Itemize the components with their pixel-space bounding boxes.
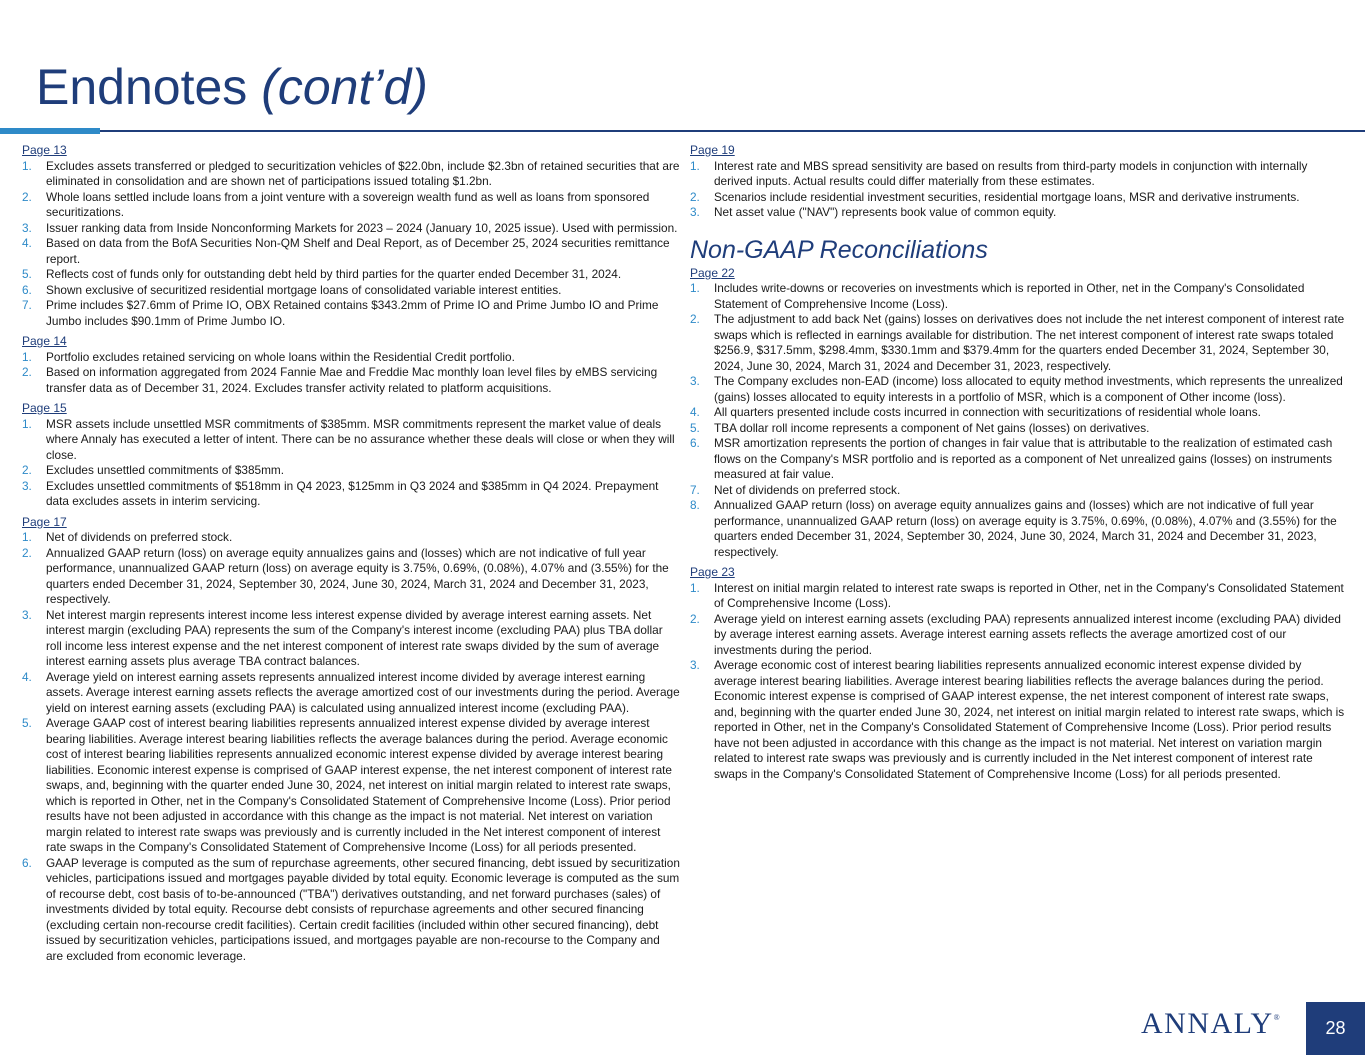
endnote-item — [690, 281, 1346, 312]
endnote-number: 5. — [690, 420, 700, 435]
endnote-section — [22, 401, 680, 510]
endnote-item — [22, 608, 680, 670]
endnote-number: 1. — [690, 580, 700, 595]
endnote-list — [22, 159, 680, 330]
endnote-section — [690, 143, 1346, 221]
endnote-item — [22, 417, 680, 464]
endnote-item — [22, 463, 680, 479]
endnote-number: 4. — [22, 669, 32, 684]
endnote-item — [690, 612, 1346, 659]
endnote-text: Shown exclusive of securitized residential mortgage loans of consolidated variable interest entities. — [46, 282, 562, 297]
page-reference-link[interactable]: Page 13 — [22, 143, 67, 157]
endnote-text: Issuer ranking data from Inside Nonconforming Markets for 2023 – 2024 (January 10, 2025 issue). Used with permission. — [46, 220, 678, 235]
endnote-section — [22, 143, 680, 329]
endnote-number: 6. — [690, 436, 700, 450]
page-reference-link[interactable]: Page 22 — [690, 265, 735, 280]
endnote-number: 2. — [22, 365, 32, 379]
endnote-item — [690, 205, 1346, 221]
endnote-item — [22, 350, 680, 366]
endnote-list — [690, 159, 1346, 221]
page-reference-link[interactable]: Page 19 — [690, 143, 735, 157]
endnote-text: Annualized GAAP return (loss) on average equity annualizes gains and (losses) which are not indicative of full year performance, unannualized GAAP return (loss) on average equity is 3.75%, 0.69%, (0.08%), 4.07% and (3.55%) for the quarters ended December 31, 2024, September 30, 2024, June 30, 2024, March 31, 2024 and December 31, 2023, respectively. — [714, 498, 1337, 559]
endnote-number: 3. — [22, 220, 32, 235]
endnote-text: Average GAAP cost of interest bearing liabilities represents annualized interest expense divided by average interest bearing liabilities. Average interest bearing liabilities reflects the average balances during the period. Average economic cost of interest bearing liabilities represents annualized economic interest expense divided by average interest bearing liabilities. Economic interest expense is comprised of GAAP interest expense, the net interest component of interest rate swaps, and, beginning with the quarter ended June 30, 2024, net interest on initial margin related to interest rate swaps, which is reported in Other, net in the Company's Consolidated Statement of Comprehensive Income (Loss). Prior period results have not been adjusted in accordance with this change as the impact is not material. Net interest on variation margin related to interest rate swaps was previously and is currently included in the Net interest component of interest rate swaps in the Company's Consolidated Statement of Comprehensive Income (Loss) for all periods presented. — [46, 716, 672, 854]
endnote-number: 4. — [22, 236, 32, 250]
endnote-text: GAAP leverage is computed as the sum of repurchase agreements, other secured financing, debt issued by securitization vehicles, participations issued and mortgages payable divided by total equity. Economic leverage is computed as the sum of recourse debt, cost basis of to-be-announced ("TBA") derivatives outstanding, and net forward purchases (sales) of investments divided by total equity. Recourse debt consists of repurchase agreements and other secured financing (excluding certain non-recourse credit facilities). Certain credit facilities (included within other secured financing), debt issued by securitization vehicles, participations issued, and mortgages payable are non-recourse to the Company and are excluded from economic leverage. — [46, 855, 680, 963]
endnote-number: 1. — [22, 416, 32, 431]
endnote-number: 2. — [690, 611, 700, 626]
annaly-logo — [1141, 1007, 1280, 1041]
endnote-text: Net interest margin represents interest income less interest expense divided by average interest earning assets. Net interest margin (excluding PAA) represents the sum of the Company's interest income (excluding PAA) plus TBA dollar roll income less interest expense and the net interest component of interest rate swaps divided by the sum of average interest earning assets plus average TBA contract balances. — [46, 607, 663, 668]
endnote-item — [22, 479, 680, 510]
endnote-text: Interest rate and MBS spread sensitivity are based on results from third-party models in conjunction with internally derived inputs. Actual results could differ materially from these estimates. — [714, 158, 1308, 188]
endnote-number: 1. — [690, 281, 700, 295]
right-column — [690, 143, 1346, 787]
endnote-item — [22, 298, 680, 329]
endnote-text: The adjustment to add back Net (gains) losses on derivatives does not include the net interest component of interest rate swaps which is reflected in earnings available for distribution. The net interest component of interest rate swaps totaled $256.9, $317.5mm, $298.4mm, $330.1mm and $379.4mm for the quarters ended December 31, 2024, September 30, 2024, June 30, 2024, March 31, 2024 and December 31, 2023, respectively. — [714, 312, 1345, 373]
endnote-item — [690, 374, 1346, 405]
endnote-item — [22, 283, 680, 299]
endnote-text: Excludes assets transferred or pledged to securitization vehicles of $22.0bn, include $2.3bn of retained securities that are eliminated in consolidation and are shown net of participations issued totaling $1.2bn. — [46, 158, 680, 188]
endnote-item — [690, 421, 1346, 437]
endnote-number: 4. — [690, 405, 700, 419]
endnote-item — [690, 312, 1346, 374]
endnote-number: 7. — [690, 482, 700, 497]
endnote-text: MSR assets include unsettled MSR commitments of $385mm. MSR commitments represent the market value of deals where Annaly has executed a letter of intent. There can be no assurance whether these deals will close or when they will close. — [46, 416, 675, 462]
endnote-number: 2. — [22, 545, 32, 560]
endnote-item — [22, 716, 680, 856]
endnote-number: 1. — [22, 349, 32, 364]
endnote-item — [22, 546, 680, 608]
endnote-number: 1. — [22, 530, 32, 544]
endnote-text: MSR amortization represents the portion of changes in fair value that is attributable to the realization of estimated cash flows on the Company's MSR portfolio and is reported as a component of Net unrealized gains (losses) on instruments measured at fair value. — [714, 436, 1333, 481]
endnote-item — [22, 221, 680, 237]
endnote-item — [22, 267, 680, 283]
endnote-number: 5. — [22, 716, 32, 730]
endnote-section — [690, 266, 1346, 561]
endnote-number: 6. — [22, 855, 32, 870]
endnote-list — [690, 581, 1346, 783]
endnote-text: Reflects cost of funds only for outstanding debt held by third parties for the quarter ended December 31, 2024. — [46, 267, 622, 281]
title-main: Endnotes — [36, 59, 248, 115]
endnote-text: Average economic cost of interest bearing liabilities represents annualized economic interest expense divided by average interest bearing liabilities. Average interest bearing liabilities reflects the average balances during the period. Economic interest expense is comprised of GAAP interest expense, the net interest component of interest rate swaps, and, beginning with the quarter ended June 30, 2024, net interest on initial margin related to interest rate swaps, which is reported in Other, net in the Company's Consolidated Statement of Comprehensive Income (Loss). Prior period results have not been adjusted in accordance with this change as the impact is not material. Net interest on variation margin related to interest rate swaps was previously and is currently included in the Net interest component of interest rate swaps in the Company's Consolidated Statement of Comprehensive Income (Loss) for all periods presented. — [714, 658, 1345, 781]
endnote-text: Average yield on interest earning assets (excluding PAA) represents annualized interest income (excluding PAA) divided by average interest earning assets. Average interest earning assets reflects the average amortized cost of our investments during the period. — [714, 611, 1341, 657]
page-reference-link[interactable]: Page 17 — [22, 514, 67, 529]
header-rule — [0, 130, 1365, 132]
left-column — [22, 143, 680, 969]
page-reference-link[interactable]: Page 23 — [690, 565, 735, 579]
endnote-text: Excludes unsettled commitments of $518mm in Q4 2023, $125mm in Q3 2024 and $385mm in Q4 2024. Prepayment data excludes assets in interim servicing. — [46, 478, 659, 508]
endnote-text: Includes write-downs or recoveries on investments which is reported in Other, net in the Company's Consolidated Statement of Comprehensive Income (Loss). — [714, 281, 1305, 311]
endnote-number: 6. — [22, 282, 32, 297]
endnote-text: TBA dollar roll income represents a component of Net gains (losses) on derivatives. — [714, 420, 1150, 435]
logo-registered-mark: ® — [1273, 1013, 1280, 1022]
endnote-item — [22, 670, 680, 717]
endnote-number: 1. — [22, 158, 32, 173]
endnote-text: Based on information aggregated from 2024 Fannie Mae and Freddie Mac monthly loan level files by eMBS servicing transfer data as of December 31, 2024. Excludes transfer activity related to platform acquisitions. — [46, 365, 658, 395]
endnote-text: Excludes unsettled commitments of $385mm. — [46, 463, 285, 477]
page-reference-link[interactable]: Page 15 — [22, 401, 67, 415]
endnote-item — [690, 436, 1346, 483]
endnote-number: 2. — [690, 189, 700, 204]
endnote-list — [22, 417, 680, 510]
endnote-item — [690, 483, 1346, 499]
endnote-text: Annualized GAAP return (loss) on average equity annualizes gains and (losses) which are not indicative of full year performance, unannualized GAAP return (loss) on average equity is 3.75%, 0.69%, (0.08%), 4.07% and (3.55%) for the quarters ended December 31, 2024, September 30, 2024, June 30, 2024, March 31, 2024 and December 31, 2023, respectively. — [46, 545, 669, 606]
endnote-text: Interest on initial margin related to interest rate swaps is reported in Other, net in the Company's Consolidated Statement of Comprehensive Income (Loss). — [714, 580, 1344, 610]
endnote-item — [690, 190, 1346, 206]
endnote-text: Scenarios include residential investment securities, residential mortgage loans, MSR and derivative instruments. — [714, 189, 1300, 204]
endnote-number: 7. — [22, 298, 32, 312]
endnote-item — [690, 658, 1346, 782]
endnote-item — [690, 581, 1346, 612]
endnote-number: 3. — [22, 607, 32, 622]
endnote-text: Portfolio excludes retained servicing on whole loans within the Residential Credit portfolio. — [46, 349, 515, 364]
header-rule-accent — [0, 128, 100, 134]
non-gaap-heading: Non-GAAP Reconciliations — [690, 235, 988, 264]
endnote-section — [22, 515, 680, 965]
endnote-text: Average yield on interest earning assets represents annualized interest income divided by average interest earning assets. Average interest earning assets reflects the average amortized cost of our investments during the period. Average yield on interest earning assets (excluding PAA) is calculated using annualized interest income (excluding PAA). — [46, 669, 680, 715]
endnote-item — [22, 159, 680, 190]
endnote-item — [690, 498, 1346, 560]
endnote-text: Net of dividends on preferred stock. — [714, 482, 901, 497]
endnote-section — [22, 334, 680, 396]
endnote-number: 5. — [22, 267, 32, 281]
title-suffix: (cont’d) — [261, 59, 428, 115]
endnote-item — [690, 159, 1346, 190]
endnote-text: Whole loans settled include loans from a joint venture with a sovereign wealth fund as well as loans from sponsored securitizations. — [46, 189, 650, 219]
endnote-list — [690, 281, 1346, 560]
endnote-item — [22, 365, 680, 396]
endnote-text: Net of dividends on preferred stock. — [46, 530, 233, 544]
endnote-number: 3. — [22, 478, 32, 493]
endnote-item — [22, 236, 680, 267]
endnote-number: 8. — [690, 498, 700, 512]
page-reference-link[interactable]: Page 14 — [22, 334, 67, 348]
endnote-item — [22, 530, 680, 546]
endnote-number: 1. — [690, 158, 700, 173]
endnote-text: Net asset value ("NAV") represents book value of common equity. — [714, 205, 1057, 219]
endnote-number: 3. — [690, 374, 700, 388]
logo-text: ANNALY — [1141, 1007, 1274, 1040]
endnote-text: Prime includes $27.6mm of Prime IO, OBX Retained contains $343.2mm of Prime IO and Prime Jumbo IO and Prime Jumbo includes $90.1mm of Prime Jumbo IO. — [46, 298, 659, 328]
right-column-top — [690, 143, 1346, 221]
endnote-number: 3. — [690, 205, 700, 219]
endnote-text: All quarters presented include costs incurred in connection with securitizations of residential whole loans. — [714, 405, 1261, 419]
endnote-section — [690, 565, 1346, 782]
endnote-item — [22, 856, 680, 965]
right-column-bottom — [690, 266, 1346, 783]
endnote-item — [690, 405, 1346, 421]
endnote-item — [22, 190, 680, 221]
endnote-text: Based on data from the BofA Securities Non-QM Shelf and Deal Report, as of December 25, 2024 securities remittance report. — [46, 236, 670, 266]
endnote-list — [22, 530, 680, 964]
endnote-number: 2. — [22, 463, 32, 477]
page-number: 28 — [1306, 1002, 1365, 1055]
endnote-number: 3. — [690, 658, 700, 672]
page-title — [36, 58, 428, 116]
endnote-list — [22, 350, 680, 397]
endnote-number: 2. — [690, 312, 700, 326]
endnote-number: 2. — [22, 189, 32, 204]
endnote-text: The Company excludes non-EAD (income) loss allocated to equity method investments, which represents the unrealized (gains) losses allocated to equity interests in a portfolio of MSR, which is a component of Other income (loss). — [714, 374, 1343, 404]
